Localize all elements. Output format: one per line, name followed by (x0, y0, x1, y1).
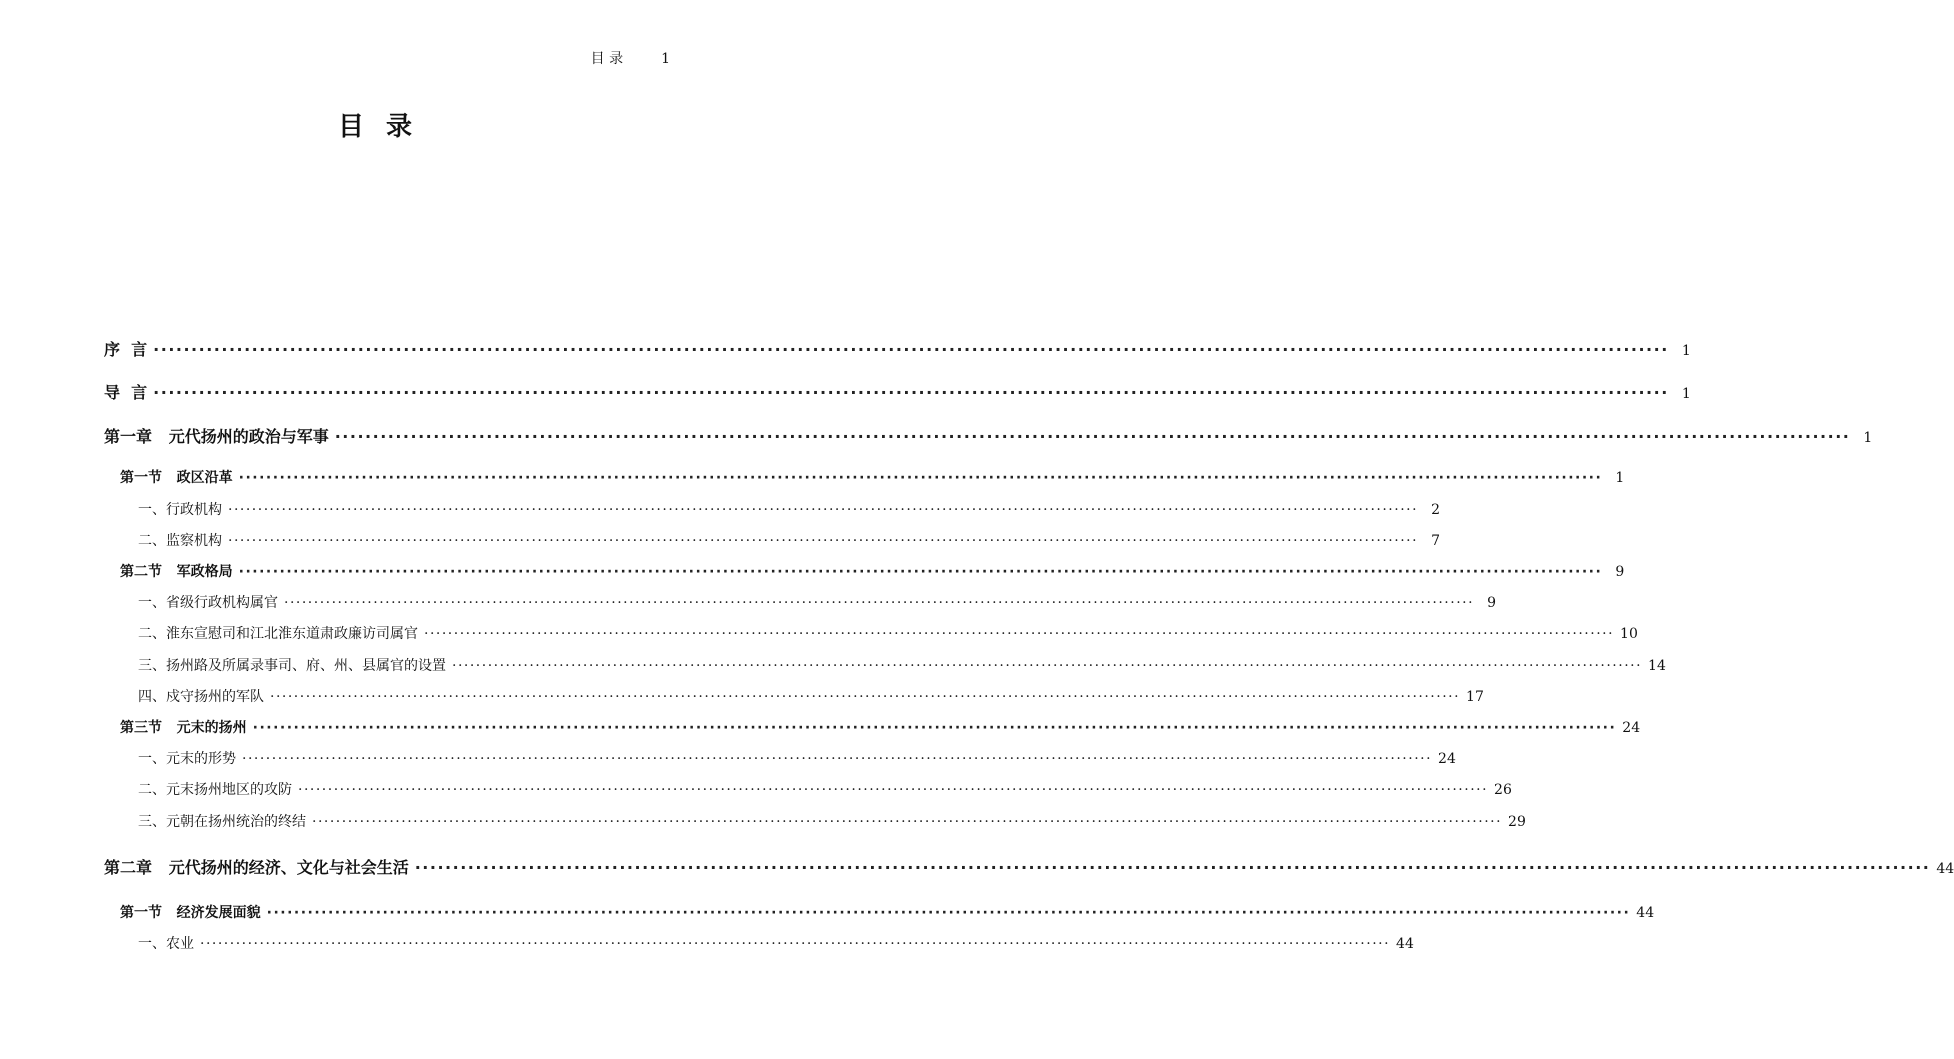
toc-entry[interactable] (138, 623, 1638, 643)
toc-entry-label: 第三节 元末的扬州 (120, 720, 247, 736)
toc-entry[interactable] (120, 717, 1641, 737)
toc-entry-label: 第一章 元代扬州的政治与军事 (104, 427, 329, 446)
toc-entry-page: 44 (1636, 905, 1655, 921)
toc-entry-page: 29 (1508, 814, 1526, 830)
toc-entry-label: 四、戍守扬州的军队 (138, 689, 264, 705)
toc-dot-leader: ········································································································································································································ (228, 502, 1419, 518)
toc-dot-leader: ········································································································································································································ (242, 751, 1433, 767)
toc-entry-page: 1 (1863, 430, 1873, 446)
toc-entry[interactable] (138, 686, 1484, 706)
toc-entry-label: 序 言 (104, 340, 148, 359)
toc-entry-label: 第二章 元代扬州的经济、文化与社会生活 (104, 858, 409, 877)
toc-dot-leader: ········································································································································································································ (238, 564, 1603, 580)
toc-dot-leader: ········································································································································································································ (284, 595, 1475, 611)
toc-dot-leader: ········································································································································································································ (298, 782, 1489, 798)
toc-dot-leader: ········································································································································································································ (228, 533, 1419, 549)
toc-entry[interactable] (120, 561, 1625, 581)
toc-entry[interactable] (104, 424, 1873, 447)
toc-entry-label: 三、元朝在扬州统治的终结 (138, 814, 306, 830)
toc-entry-label: 一、省级行政机构属官 (138, 595, 278, 611)
toc-entry-page: 1 (1681, 343, 1691, 359)
toc-entry[interactable] (138, 530, 1441, 550)
toc-entry[interactable] (138, 655, 1666, 675)
toc-entry[interactable] (138, 779, 1512, 799)
toc-dot-leader: ········································································································································································································ (424, 626, 1615, 642)
toc-dot-leader: ········································································································································································································ (270, 689, 1461, 705)
toc-entry-page: 1 (1681, 386, 1691, 402)
toc-entry-page: 17 (1466, 689, 1484, 705)
toc-dot-leader: ········································································································································································································ (238, 470, 1603, 486)
toc-entry-label: 第一节 经济发展面貌 (120, 905, 261, 921)
toc-dot-leader: ········································································································································································································ (312, 814, 1503, 830)
toc-dot-leader: ········································································································································································································ (414, 858, 1931, 877)
toc-entry-page: 44 (1936, 861, 1954, 877)
page-title: 目录 (337, 112, 434, 142)
toc-entry-label: 二、监察机构 (138, 533, 222, 549)
toc-entry-label: 三、扬州路及所属录事司、府、州、县属官的设置 (138, 658, 446, 674)
toc-entry-label: 第二节 军政格局 (120, 564, 233, 580)
toc-entry[interactable] (138, 748, 1456, 768)
toc-entry-page: 7 (1431, 533, 1441, 549)
running-header-page-number: 1 (661, 51, 670, 67)
toc-dot-leader: ········································································································································································································ (200, 936, 1391, 952)
running-header (591, 48, 670, 68)
toc-entry-page: 1 (1615, 470, 1625, 486)
toc-entry-page: 9 (1487, 595, 1497, 611)
toc-dot-leader: ········································································································································································································ (266, 905, 1631, 921)
toc-entry-label: 二、元末扬州地区的攻防 (138, 782, 292, 798)
toc-entry[interactable] (104, 337, 1691, 360)
toc-entry-page: 44 (1396, 936, 1414, 952)
toc-entry-label: 一、行政机构 (138, 502, 222, 518)
running-header-section: 目 录 (590, 51, 624, 67)
toc-entry-page: 26 (1494, 782, 1512, 798)
toc-entry-label: 导 言 (104, 383, 148, 402)
toc-dot-leader: ········································································································································································································ (252, 720, 1617, 736)
toc-entry[interactable] (120, 467, 1625, 487)
toc-entry[interactable] (138, 811, 1526, 831)
toc-entry-page: 10 (1620, 626, 1638, 642)
toc-entry-page: 2 (1431, 502, 1441, 518)
toc-entry-label: 第一节 政区沿革 (120, 470, 233, 486)
toc-entry-page: 14 (1648, 658, 1666, 674)
toc-entry[interactable] (138, 499, 1441, 519)
toc-dot-leader: ········································································································································································································ (452, 658, 1643, 674)
toc-entry[interactable] (104, 380, 1691, 403)
toc-entry[interactable] (138, 592, 1497, 612)
toc-entry[interactable] (104, 855, 1954, 878)
toc-entry[interactable] (120, 902, 1655, 922)
toc-entry-label: 一、农业 (138, 936, 194, 952)
toc-entry-page: 24 (1438, 751, 1456, 767)
toc-entry[interactable] (138, 933, 1414, 953)
toc-dot-leader: ········································································································································································································ (153, 383, 1669, 402)
toc-entry-page: 9 (1615, 564, 1625, 580)
toc-entry-page: 24 (1622, 720, 1641, 736)
toc-entry-label: 二、淮东宣慰司和江北淮东道肃政廉访司属官 (138, 626, 418, 642)
toc-dot-leader: ········································································································································································································ (334, 427, 1851, 446)
toc-dot-leader: ········································································································································································································ (153, 340, 1669, 359)
toc-entry-label: 一、元末的形势 (138, 751, 236, 767)
